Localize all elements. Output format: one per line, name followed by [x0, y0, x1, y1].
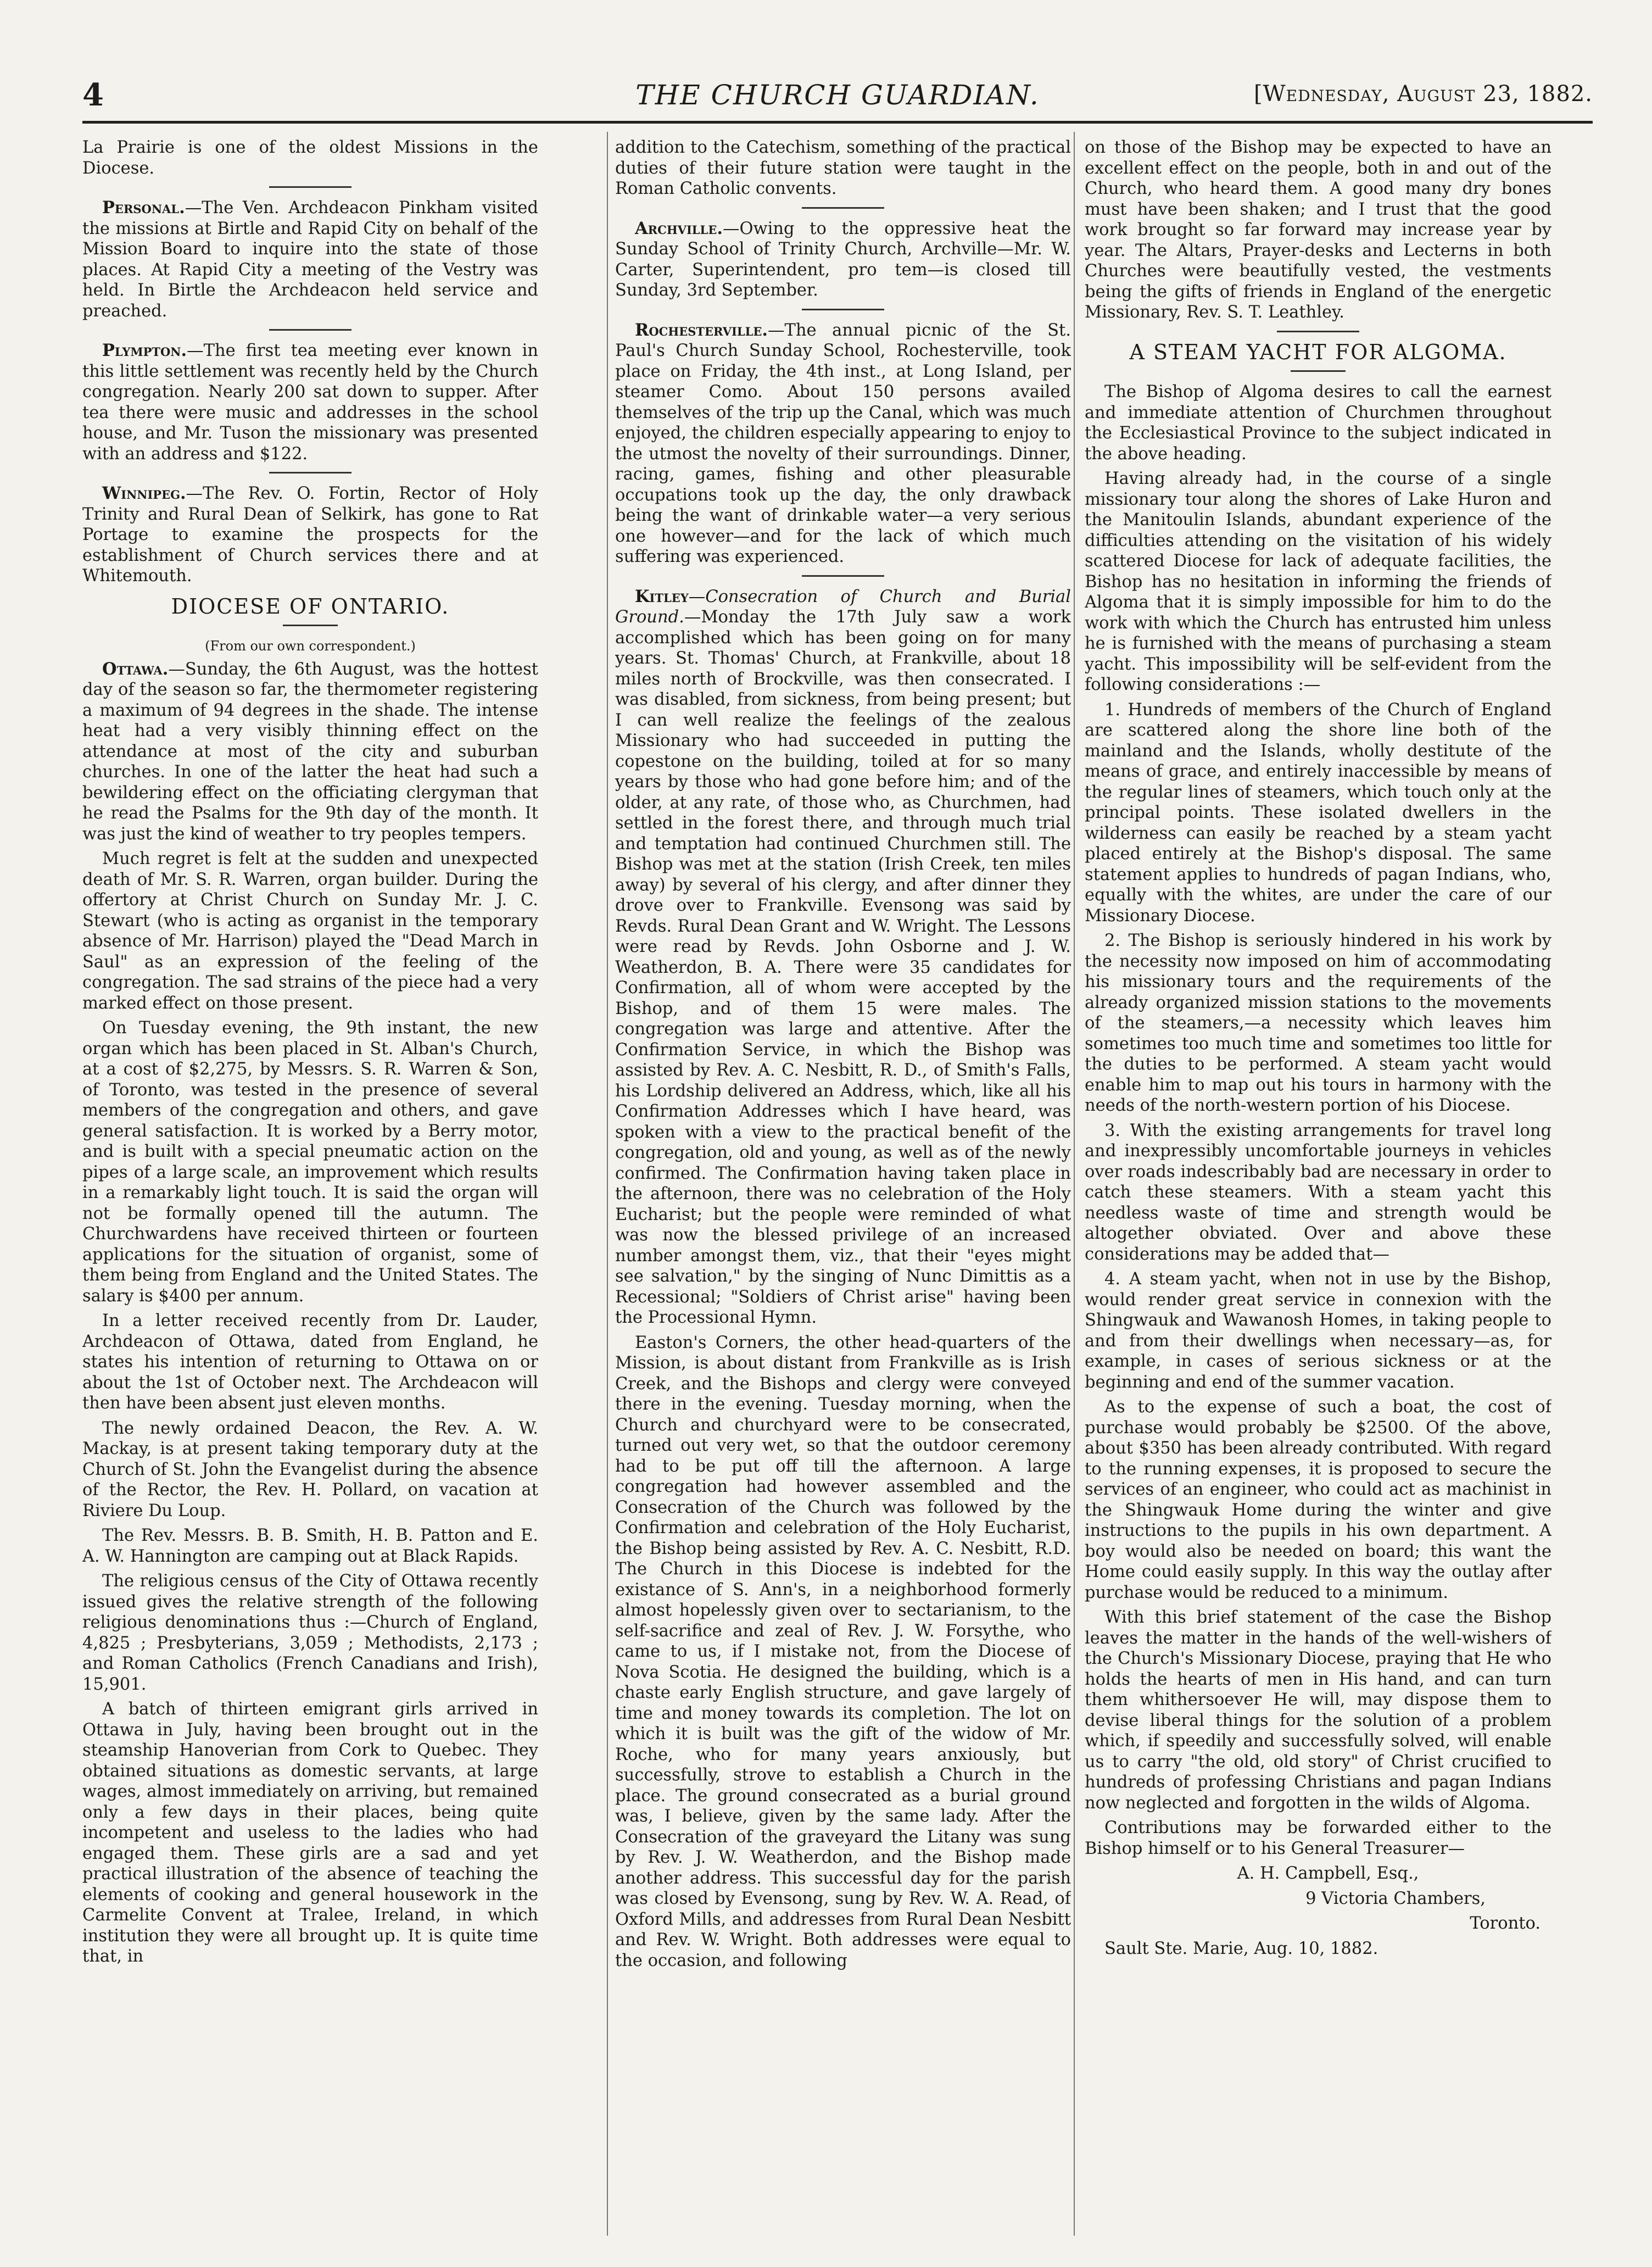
- issue-date: [Wednesday, August 23, 1882.: [1253, 81, 1593, 107]
- divider-rule: [802, 207, 884, 209]
- divider-rule: [802, 309, 884, 310]
- section-lead-archville: Archville.: [635, 218, 723, 238]
- paragraph-lauder: In a letter received recently from Dr. Lauder, Archdeacon of Ottawa, dated from England, he states his intention of returning to Ottawa on or about the 1st of October next. The Archdeacon will then have been absent just eleven months.: [82, 1311, 538, 1413]
- paragraph-kitley: [615, 587, 1071, 1328]
- paragraph-rochesterville: [615, 320, 1071, 567]
- newspaper-title: THE CHURCH GUARDIAN.: [635, 79, 1040, 111]
- paragraph-yacht-point-1: 1. Hundreds of members of the Church of England are scattered along the shore line both of the mainland and the Islands, wholly destitute of the means of grace, and entirely inaccessible by means of the regular lines of steamers, which touch only at the principal points. These isolated dwellers in the wilderness can easily be reached by a steam yacht placed entirely at the Bishop's disposal. The same statement applies to hundreds of pagan Indians, who, equally with the whites, are under the care of our Missionary Diocese.: [1085, 700, 1551, 926]
- column-divider: [607, 132, 608, 2236]
- divider-rule: [283, 625, 338, 626]
- section-lead-rochesterville: Rochesterville.: [635, 320, 768, 340]
- divider-rule: [269, 472, 351, 474]
- masthead: [82, 77, 1593, 124]
- paragraph-personal: [82, 198, 538, 321]
- section-heading-steam-yacht: A STEAM YACHT FOR ALGOMA.: [1129, 339, 1507, 364]
- column-1: [82, 137, 538, 2241]
- section-lead-personal: Personal.: [102, 198, 185, 218]
- archville-body: —Owing to the oppressive heat the Sunday School of Trinity Church, Archville—Mr. W. Carter, Superintendent, pro tem—is closed till Sunday, 3rd September.: [615, 219, 1071, 300]
- plympton-body: —The first tea meeting ever known in this little settlement was recently held by the Church congregation. Nearly 200 sat down to supper. After tea there were music and addresses in the school house, and Mr. Tuson the missionary was presented with an address and $122.: [82, 341, 538, 464]
- paragraph-winnipeg: [82, 483, 538, 587]
- rochesterville-body: —The annual picnic of the St. Paul's Church Sunday School, Rochesterville, took place on Friday, the 4th inst., at Long Island, per steamer Como. About 150 persons availed themselves of the trip up the Canal, which was much enjoyed, the children especially appearing to enjoy to the utmost the novelty of their surroundings. Dinner, racing, games, fishing and other pleasurable occupations took up the day, the only drawback being the want of drinkable water—a very serious one however—and for the lack of which much suffering was experienced.: [615, 320, 1071, 566]
- column-divider: [1074, 132, 1075, 2236]
- section-lead-plympton: Plympton.: [102, 341, 187, 360]
- paragraph-yacht-experience: Having already had, in the course of a single missionary tour along the shores of Lake Huron and the Manitoulin Islands, abundant experience of the difficulties attending on the visitation of his widely scattered Diocese for lack of adequate facilities, the Bishop has no hesitation in informing the friends of Algoma that it is simply impossible for him to do the work with which the Church has entrusted him unless he is furnished with the means of purchasing a steam yacht. This impossibility will be self-evident from the following considerations :—: [1085, 469, 1551, 694]
- divider-rule: [802, 575, 884, 577]
- paragraph-regret: Much regret is felt at the sudden and unexpected death of Mr. S. R. Warren, organ builder. During the offertory at Christ Church on Sunday Mr. J. C. Stewart (who is acting as organist in the temporary absence of Mr. Harrison) played the "Dead March in Saul" as an expression of the feeling of the congregation. The sad strains of the piece had a very marked effect on those present.: [82, 849, 538, 1013]
- paragraph-yacht-intro: The Bishop of Algoma desires to call the earnest and immediate attention of Churchmen throughout the Ecclesiastical Province to the subject indicated in the above heading.: [1085, 382, 1551, 464]
- personal-body: —The Ven. Archdeacon Pinkham visited the missions at Birtle and Rapid City on behalf of the Mission Board to inquire into the state of those places. At Rapid City a meeting of the Vestry was held. In Birtle the Archdeacon held service and preached.: [82, 198, 538, 321]
- paragraph-eastons-corners: Easton's Corners, the other head-quarters of the Mission, is about distant from Frankville as is Irish Creek, and the Bishops and clergy were conveyed there in the evening. Tuesday morning, when the Church and churchyard were to be consecrated, turned out very wet, so that the outdoor ceremony had to be put off till the afternoon. A large congregation had however assembled and the Consecration of the Church was followed by the Confirmation and celebration of the Holy Eucharist, the Bishop being assisted by Rev. A. C. Nesbitt, R.D. The Church in this Diocese is indebted for the existance of S. Ann's, in a neighborhood formerly almost hopelessly given over to sectarianism, to the self-sacrifice and zeal of Rev. J. W. Forsythe, who came to us, if I mistake not, from the Diocese of Nova Scotia. He designed the building, which is a chaste early English structure, and gave largely of time and money towards its completion. The lot on which it is built was the gift of the widow of Mr. Roche, who for many years anxiously, but successfully, strove to establish a Church in the place. The ground consecrated as a burial ground was, I believe, given by the same lady. After the Consecration of the graveyard the Litany was sung by Rev. J. W. Weatherdon, and the Bishop made another address. This successful day for the parish was closed by Evensong, sung by Rev. W. A. Read, of Oxford Mills, and addresses from Rural Dean Nesbitt and Rev. W. Wright. Both addresses were equal to the occasion, and following: [615, 1333, 1071, 1970]
- column-3: [1085, 137, 1551, 2241]
- divider-rule: [1277, 331, 1359, 332]
- paragraph-continued: addition to the Catechism, something of the practical duties of their future station were taught in the Roman Catholic convents.: [615, 138, 1071, 198]
- treasurer-city: Toronto.: [1470, 1914, 1541, 1933]
- page-number: 4: [82, 77, 104, 113]
- paragraph-census: The religious census of the City of Ottawa recently issued gives the relative strength of the following religious denominations thus :—Church of England, 4,825 ; Presbyterians, 3,059 ; Methodists, 2,173 ; and Roman Catholics (French Canadians and Irish), 15,901.: [82, 1572, 538, 1694]
- correspondent-note: (From our own correspondent.): [205, 638, 416, 654]
- divider-rule: [1291, 370, 1346, 372]
- column-2: [615, 137, 1071, 2241]
- dateline: Sault Ste. Marie, Aug. 10, 1882.: [1104, 1939, 1378, 1958]
- paragraph-yacht-point-2: 2. The Bishop is seriously hindered in his work by the necessity now imposed on him of accommodating his missionary tours and the requirements of the already organized mission stations to the movements of the steamers,—a necessity which leaves him sometimes too much time and sometimes too little for the duties to be performed. A steam yacht would enable him to map out his tours in harmony with the needs of the north-western portion of his Diocese.: [1085, 931, 1551, 1115]
- paragraph-continued: on those of the Bishop may be expected to have an excellent effect on the people, both in and out of the Church, who heard them. A good many dry bones must have been shaken; and I trust that the good work brought so far forward may increase year by year. The Altars, Prayer-desks and Lecterns in both Churches were beautifully vested, the vestments being the gifts of friends in England of the energetic Missionary, Rev. S. T. Leathley.: [1085, 138, 1551, 322]
- paragraph-yacht-expense: As to the expense of such a boat, the cost of purchase would probably be $2500. Of the above, about $350 has been already contributed. With regard to the running expenses, it is proposed to secure the services of an engineer, who could act as machinist in the Shingwauk Home during the winter and give instructions to the pupils in his own department. A boy would also be needed on board; this want the Home could easily supply. In this way the outlay after purchase would be reduced to a minimum.: [1085, 1397, 1551, 1602]
- paragraph-plympton: [82, 341, 538, 464]
- paragraph-archville: [615, 219, 1071, 301]
- section-lead-winnipeg: Winnipeg.: [102, 483, 186, 503]
- paragraph-yacht-point-4: 4. A steam yacht, when not in use by the Bishop, would render great service in connexion with the Shingwauk and Wawanosh Homes, in taking people to and from their dwellings when necessary—as, for example, in cases of serious sickness or at the beginning and end of the summer vacation.: [1085, 1269, 1551, 1392]
- paragraph-organ: On Tuesday evening, the 9th instant, the new organ which has been placed in St. Alban's Church, at a cost of $2,275, by Messrs. S. R. Warren & Son, of Toronto, was tested in the presence of several members of the congregation and others, and gave general satisfaction. It is worked by a Berry motor, and is built with a special pneumatic action on the pipes of a large scale, an improvement which results in a remarkably light touch. It is said the organ will not be formally opened till the autumn. The Churchwardens have received thirteen or fourteen applications for the situation of organist, some of them being from England and the United States. The salary is $400 per annum.: [82, 1018, 538, 1306]
- treasurer-address: 9 Victoria Chambers,: [1305, 1889, 1486, 1908]
- paragraph-ottawa: [82, 659, 538, 845]
- section-lead-kitley: Kitley: [635, 586, 689, 606]
- paragraph-yacht-appeal: With this brief statement of the case the Bishop leaves the matter in the hands of the well-wishers of the Church's Missionary Diocese, praying that He who holds the hearts of men in His hand, and can turn them whithersoever He will, may dispose them to devise liberal things for the solution of a problem which, if speedily and successfully solved, will enable us to carry "the old, old story" of Christ crucified to hundreds of professing Christians and pagan Indians now neglected and forgotten in the wilds of Algoma.: [1085, 1608, 1551, 1813]
- divider-rule: [269, 186, 351, 188]
- section-heading-diocese-ontario: DIOCESE OF ONTARIO.: [171, 594, 450, 619]
- paragraph-la-prairie: La Prairie is one of the oldest Missions in the Diocese.: [82, 138, 538, 178]
- kitley-subtitle: —Consecration of Church and Burial Ground.: [615, 587, 1071, 627]
- section-lead-ottawa: Ottawa.: [102, 659, 169, 679]
- paragraph-smith: The Rev. Messrs. B. B. Smith, H. B. Patton and E. A. W. Hannington are camping out at Black Rapids.: [82, 1526, 538, 1566]
- ottawa-body: —Sunday, the 6th August, was the hottest day of the season so far, the thermometer registering a maximum of 94 degrees in the shade. The intense heat had a very visibly thinning effect on the attendance at most of the city and suburban churches. In one of the latter the heat had such a bewildering effect on the officiating clergyman that he read the Psalms for the 9th day of the month. It was just the kind of weather to try peoples tempers.: [82, 659, 538, 844]
- winnipeg-body: —The Rev. O. Fortin, Rector of Holy Trinity and Rural Dean of Selkirk, has gone to Rat Portage to examine the prospects for the establishment of Church services there and at Whitemouth.: [82, 484, 538, 586]
- paragraph-girls: A batch of thirteen emigrant girls arrived in Ottawa in July, having been brought out in the steamship Hanoverian from Cork to Quebec. They obtained situations as domestic servants, at large wages, almost immediately on arriving, but remained only a few days in their places, being quite incompetent and useless to the ladies who had engaged them. These girls are a sad and yet practical illustration of the absence of teaching the elements of cooking and general housework in the Carmelite Convent at Tralee, Ireland, in which institution they were all brought up. It is quite time that, in: [82, 1700, 538, 1966]
- treasurer-name: A. H. Campbell, Esq.,: [1237, 1864, 1419, 1883]
- divider-rule: [269, 329, 351, 331]
- paragraph-yacht-point-3: 3. With the existing arrangements for travel long and inexpressibly uncomfortable journeys in vehicles over roads indescribably bad are necessary in order to catch these steamers. With a steam yacht this needless waste of time and strength would be altogether obviated. Over and above these considerations may be added that—: [1085, 1121, 1551, 1264]
- kitley-body: —Monday the 17th July saw a work accomplished which has been going on for many years. St. Thomas' Church, at Frankville, about 18 miles north of Brockville, was then consecrated. I was disabled, from sickness, from being present; but I can well realize the feelings of the zealous Missionary who had succeeded in putting the copestone on the building, toiled at for so many years by those who had gone before him; and of the older, at any rate, of those who, as Churchmen, had settled in the forest there, and through much trial and temptation had continued Churchmen still. The Bishop was met at the station (Irish Creek, ten miles away) by several of his clergy, and after dinner they drove over to Frankville. Evensong was said by Revds. Rural Dean Grant and W. Wright. The Lessons were read by Revds. John Osborne and J. W. Weatherdon, B. A. There were 35 candidates for Confirmation, all of whom were accepted by the Bishop, and of them 15 were males. The congregation was large and attentive. After the Confirmation Service, in which the Bishop was assisted by Rev. A. C. Nesbitt, R. D., of Smith's Falls, his Lordship delivered an Address, which, like all his Confirmation Addresses which I have heard, was spoken with a view to the practical benefit of the congregation, old and young, as well as of the newly confirmed. The Confirmation having taken place in the afternoon, there was no celebration of the Holy Eucharist; but the people were reminded of what was now the blessed privilege of an increased number amongst them, viz., that their "eyes might see salvation," by the singing of Nunc Dimittis as a Recessional; "Soldiers of Christ arise" having been the Processional Hymn.: [615, 608, 1071, 1327]
- paragraph-contributions: Contributions may be forwarded either to the Bishop himself or to his General Treasurer—: [1085, 1818, 1551, 1858]
- paragraph-mackay: The newly ordained Deacon, the Rev. A. W. Mackay, is at present taking temporary duty at the Church of St. John the Evangelist during the absence of the Rector, the Rev. H. Pollard, on vacation at Riviere Du Loup.: [82, 1418, 538, 1520]
